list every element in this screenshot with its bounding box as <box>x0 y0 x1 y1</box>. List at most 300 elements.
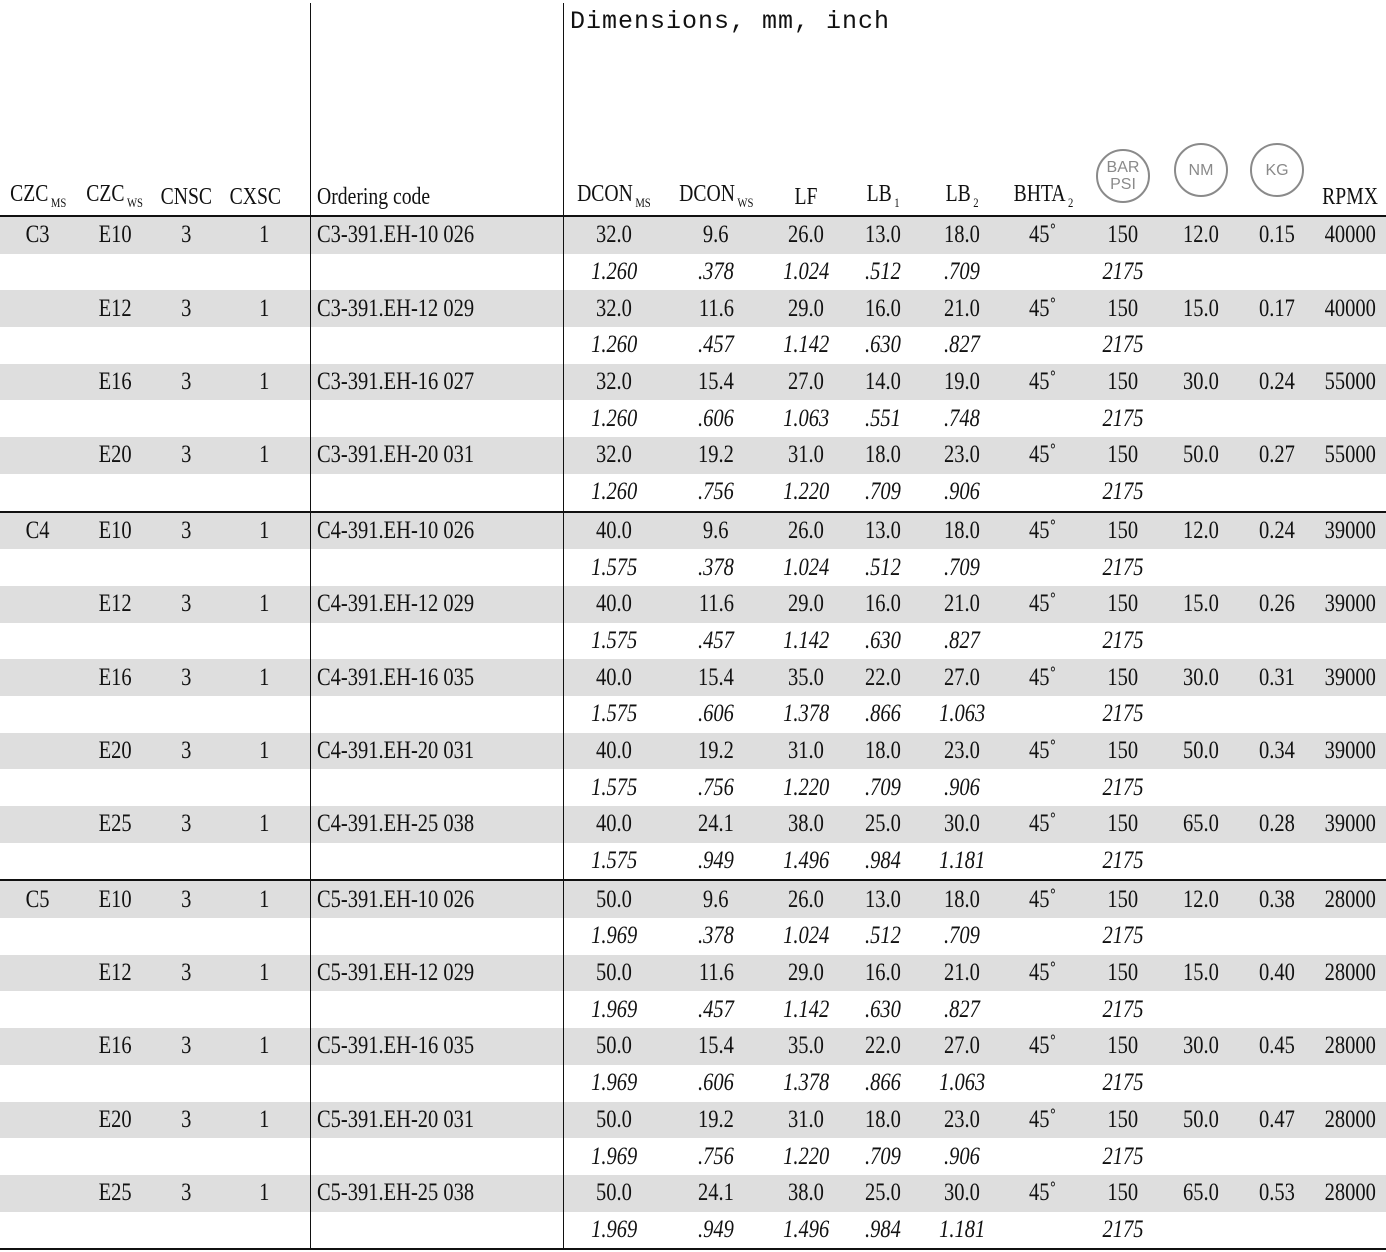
cell-empty <box>1162 474 1240 512</box>
cell-nm: 30.0 <box>1162 364 1240 401</box>
cell-psi: 2175 <box>1102 847 1144 875</box>
cell-psi: 2175 <box>1102 1142 1144 1170</box>
cell-dcon-ms: 32.0 <box>563 437 664 474</box>
table-row-inch <box>0 1065 1386 1102</box>
cell-dcon-ws-inch: .756 <box>698 773 734 801</box>
cell-nm: 65.0 <box>1162 1175 1240 1212</box>
cell-empty <box>310 549 563 586</box>
cell-dcon-ws: 24.1 <box>664 1175 768 1212</box>
cell-empty <box>154 918 218 955</box>
cell-empty <box>1314 400 1386 437</box>
cell-cxsc: 1 <box>218 880 310 918</box>
cell-czc-ms <box>0 659 76 696</box>
cell-lb1: 16.0 <box>844 955 922 992</box>
table-row-inch <box>0 474 1386 512</box>
cell-empty <box>154 843 218 881</box>
cell-lb2: 18.0 <box>922 216 1002 254</box>
cell-empty <box>154 1065 218 1102</box>
cell-empty <box>1314 1138 1386 1175</box>
cell-cxsc: 1 <box>218 586 310 623</box>
cell-lf-inch: 1.220 <box>782 1142 830 1170</box>
cell-kg: 0.15 <box>1240 216 1314 254</box>
cell-empty <box>1002 769 1084 806</box>
cell-empty <box>310 327 563 364</box>
cell-lb1: 13.0 <box>844 512 922 550</box>
cell-dcon-ws: 9.6 <box>664 512 768 550</box>
table-row <box>0 1028 1386 1065</box>
cell-ordering-code: C4-391.EH-25 038 <box>310 806 563 843</box>
cell-lf-inch: 1.220 <box>782 773 830 801</box>
cell-empty <box>1002 843 1084 881</box>
cell-empty <box>154 1138 218 1175</box>
cell-czc-ws: E12 <box>76 290 154 327</box>
cell-rpm: 39000 <box>1314 659 1386 696</box>
cell-empty <box>1162 1212 1240 1250</box>
table-row <box>0 806 1386 843</box>
table-row-inch <box>0 254 1386 291</box>
cell-empty <box>310 474 563 512</box>
cell-dcon-ws-inch: .457 <box>698 995 734 1023</box>
cell-czc-ws: E12 <box>76 955 154 992</box>
cell-dcon-ms: 50.0 <box>563 1102 664 1139</box>
cell-empty <box>1240 254 1314 291</box>
cell-czc-ws: E16 <box>76 364 154 401</box>
cell-empty <box>1162 991 1240 1028</box>
cell-empty <box>76 623 154 660</box>
cell-bhta: 45˚ <box>1002 290 1084 327</box>
cell-ordering-code: C3-391.EH-10 026 <box>310 216 563 254</box>
cell-czc-ms <box>0 290 76 327</box>
cell-empty <box>0 769 76 806</box>
cell-empty <box>154 769 218 806</box>
cell-cxsc: 1 <box>218 733 310 770</box>
cell-nm: 15.0 <box>1162 955 1240 992</box>
col-lf: LF <box>768 3 844 216</box>
cell-lb1-inch: .630 <box>865 626 901 654</box>
cell-dcon-ws-inch: .378 <box>698 922 734 950</box>
cell-dcon-ms: 40.0 <box>563 512 664 550</box>
col-rpmx: RPMX <box>1314 3 1386 216</box>
cell-empty <box>0 1138 76 1175</box>
table-row <box>0 512 1386 550</box>
cell-kg: 0.40 <box>1240 955 1314 992</box>
cell-lb1: 25.0 <box>844 1175 922 1212</box>
cell-lf: 29.0 <box>768 955 844 992</box>
cell-empty <box>154 254 218 291</box>
cell-empty <box>1314 623 1386 660</box>
cell-lf: 26.0 <box>768 512 844 550</box>
cell-dcon-ms: 32.0 <box>563 290 664 327</box>
cell-empty <box>218 1065 310 1102</box>
cell-lb1: 16.0 <box>844 290 922 327</box>
cell-dcon-ws-inch: .606 <box>698 700 734 728</box>
cell-empty <box>1002 254 1084 291</box>
cell-lf-inch: 1.024 <box>782 922 830 950</box>
cell-empty <box>76 254 154 291</box>
cell-empty <box>1314 918 1386 955</box>
col-dcon-ws: DCON $_{WS}$ <box>664 3 768 216</box>
cell-dcon-ws-inch: .378 <box>698 553 734 581</box>
cell-ordering-code: C5-391.EH-25 038 <box>310 1175 563 1212</box>
cell-dcon-ms-inch: 1.969 <box>563 991 664 1028</box>
cell-empty <box>1314 549 1386 586</box>
cell-bar: 150 <box>1084 512 1162 550</box>
cell-lb1: 18.0 <box>844 1102 922 1139</box>
cell-lb1-inch: .709 <box>865 773 901 801</box>
cell-empty <box>1002 327 1084 364</box>
table-row <box>0 290 1386 327</box>
cell-empty <box>310 769 563 806</box>
table-row <box>0 1102 1386 1139</box>
cell-lb2: 27.0 <box>922 659 1002 696</box>
cell-dcon-ws: 11.6 <box>664 290 768 327</box>
cell-rpm: 39000 <box>1314 733 1386 770</box>
col-czc-ws: CZC $_{WS}$ <box>76 3 154 216</box>
cell-lb1-inch: .709 <box>865 1142 901 1170</box>
cell-empty <box>218 918 310 955</box>
cell-dcon-ms-inch: 1.260 <box>563 474 664 512</box>
cell-empty <box>1314 327 1386 364</box>
cell-empty <box>0 1212 76 1250</box>
cell-empty <box>218 400 310 437</box>
cell-dcon-ws: 19.2 <box>664 437 768 474</box>
cell-dcon-ms: 50.0 <box>563 1175 664 1212</box>
cell-lf: 27.0 <box>768 364 844 401</box>
cell-kg: 0.24 <box>1240 512 1314 550</box>
cell-ordering-code: C4-391.EH-10 026 <box>310 512 563 550</box>
cell-dcon-ms-inch: 1.575 <box>563 769 664 806</box>
table-row-inch <box>0 623 1386 660</box>
cell-empty <box>218 327 310 364</box>
cell-empty <box>1002 474 1084 512</box>
cell-bhta: 45˚ <box>1002 437 1084 474</box>
cell-bar: 150 <box>1084 1028 1162 1065</box>
cell-empty <box>154 474 218 512</box>
cell-lb2: 21.0 <box>922 586 1002 623</box>
cell-lb2: 19.0 <box>922 364 1002 401</box>
cell-empty <box>154 549 218 586</box>
cell-czc-ms <box>0 1175 76 1212</box>
cell-cxsc: 1 <box>218 955 310 992</box>
cell-dcon-ms-inch: 1.260 <box>563 327 664 364</box>
cell-dcon-ws: 15.4 <box>664 364 768 401</box>
table-row-inch <box>0 1138 1386 1175</box>
cell-empty <box>310 1065 563 1102</box>
cell-empty <box>1240 549 1314 586</box>
cell-bhta: 45˚ <box>1002 586 1084 623</box>
cell-czc-ms <box>0 437 76 474</box>
cell-empty <box>0 327 76 364</box>
cell-bar: 150 <box>1084 733 1162 770</box>
cell-empty <box>1002 991 1084 1028</box>
cell-empty <box>76 1065 154 1102</box>
cell-nm: 15.0 <box>1162 290 1240 327</box>
cell-nm: 15.0 <box>1162 586 1240 623</box>
cell-bhta: 45˚ <box>1002 659 1084 696</box>
cell-cnsc: 3 <box>154 1028 218 1065</box>
cell-cnsc: 3 <box>154 216 218 254</box>
cell-lf-inch: 1.063 <box>782 404 830 432</box>
cell-dcon-ms: 50.0 <box>563 880 664 918</box>
cell-lf: 29.0 <box>768 290 844 327</box>
cell-empty <box>1002 1212 1084 1250</box>
table-row <box>0 659 1386 696</box>
cell-lb1-inch: .866 <box>865 1069 901 1097</box>
cell-czc-ws: E25 <box>76 806 154 843</box>
cell-kg: 0.31 <box>1240 659 1314 696</box>
cell-lf-inch: 1.378 <box>782 700 830 728</box>
cell-empty <box>1314 254 1386 291</box>
cell-bar: 150 <box>1084 955 1162 992</box>
cell-psi: 2175 <box>1102 700 1144 728</box>
cell-lf: 26.0 <box>768 880 844 918</box>
cell-empty <box>1002 1138 1084 1175</box>
cell-empty <box>1314 991 1386 1028</box>
cell-czc-ms <box>0 733 76 770</box>
cell-empty <box>1240 1212 1314 1250</box>
cell-dcon-ms: 50.0 <box>563 1028 664 1065</box>
cell-czc-ws: E20 <box>76 733 154 770</box>
cell-lb1-inch: .984 <box>844 1212 922 1250</box>
cell-dcon-ms-inch: 1.260 <box>563 400 664 437</box>
cell-cxsc: 1 <box>218 216 310 254</box>
table-row-inch <box>0 327 1386 364</box>
cell-empty <box>1314 1212 1386 1250</box>
table-row <box>0 733 1386 770</box>
cell-empty <box>1240 769 1314 806</box>
cell-lb2: 30.0 <box>922 1175 1002 1212</box>
cell-empty <box>218 991 310 1028</box>
cell-empty <box>1162 623 1240 660</box>
cell-psi: 2175 <box>1102 773 1144 801</box>
cell-empty <box>218 1138 310 1175</box>
cell-empty <box>76 769 154 806</box>
cell-ordering-code: C4-391.EH-12 029 <box>310 586 563 623</box>
cell-cnsc: 3 <box>154 512 218 550</box>
cell-psi: 2175 <box>1102 995 1144 1023</box>
cell-empty <box>154 400 218 437</box>
cell-lb1-inch: .512 <box>865 258 901 286</box>
cell-dcon-ms: 32.0 <box>563 364 664 401</box>
cell-empty <box>0 991 76 1028</box>
cell-empty <box>218 549 310 586</box>
cell-czc-ms <box>0 955 76 992</box>
cell-ordering-code: C3-391.EH-16 027 <box>310 364 563 401</box>
cell-bar: 150 <box>1084 290 1162 327</box>
cell-cxsc: 1 <box>218 437 310 474</box>
cell-rpm: 28000 <box>1314 880 1386 918</box>
cell-empty <box>310 1212 563 1250</box>
cell-empty <box>0 254 76 291</box>
cell-psi: 2175 <box>1102 922 1144 950</box>
cell-nm: 12.0 <box>1162 216 1240 254</box>
cell-kg: 0.38 <box>1240 880 1314 918</box>
cell-cnsc: 3 <box>154 1175 218 1212</box>
cell-lb1: 13.0 <box>844 880 922 918</box>
cell-ordering-code: C3-391.EH-20 031 <box>310 437 563 474</box>
cell-dcon-ms-inch: 1.260 <box>563 254 664 291</box>
cell-rpm: 55000 <box>1314 364 1386 401</box>
cell-psi: 2175 <box>1102 478 1144 506</box>
cell-bar: 150 <box>1084 216 1162 254</box>
cell-lf: 38.0 <box>768 1175 844 1212</box>
cell-rpm: 39000 <box>1314 512 1386 550</box>
cell-dcon-ws-inch: .949 <box>664 1212 768 1250</box>
cell-bhta: 45˚ <box>1002 1028 1084 1065</box>
cell-czc-ms: C3 <box>0 216 76 254</box>
cell-czc-ms: C4 <box>0 512 76 550</box>
cell-dcon-ws: 19.2 <box>664 1102 768 1139</box>
cell-dcon-ws: 9.6 <box>664 216 768 254</box>
cell-dcon-ms: 40.0 <box>563 586 664 623</box>
cell-dcon-ws: 11.6 <box>664 955 768 992</box>
cell-cnsc: 3 <box>154 659 218 696</box>
cell-psi: 2175 <box>1084 1212 1162 1250</box>
cell-empty <box>310 991 563 1028</box>
cell-bar: 150 <box>1084 1175 1162 1212</box>
cell-empty <box>218 254 310 291</box>
table-row <box>0 880 1386 918</box>
cell-lf-inch: 1.142 <box>782 626 830 654</box>
cell-lb1: 16.0 <box>844 586 922 623</box>
cell-rpm: 28000 <box>1314 1175 1386 1212</box>
cell-lb1-inch: .512 <box>865 922 901 950</box>
cell-lb2-inch: .827 <box>944 331 980 359</box>
cell-empty <box>76 474 154 512</box>
cell-psi: 2175 <box>1102 331 1144 359</box>
cell-czc-ws: E20 <box>76 437 154 474</box>
cell-empty <box>1162 1065 1240 1102</box>
cell-empty <box>154 623 218 660</box>
table-row <box>0 586 1386 623</box>
cell-czc-ms <box>0 1028 76 1065</box>
cell-kg: 0.34 <box>1240 733 1314 770</box>
cell-lb2: 27.0 <box>922 1028 1002 1065</box>
cell-lf-inch: 1.024 <box>782 553 830 581</box>
cell-nm: 30.0 <box>1162 659 1240 696</box>
table-row <box>0 364 1386 401</box>
spec-table <box>0 3 1386 1250</box>
cell-empty <box>1314 1065 1386 1102</box>
cell-dcon-ws-inch: .756 <box>698 478 734 506</box>
cell-ordering-code: C5-391.EH-12 029 <box>310 955 563 992</box>
cell-dcon-ws: 15.4 <box>664 1028 768 1065</box>
cell-dcon-ms-inch: 1.575 <box>563 843 664 881</box>
cell-lf-inch: 1.496 <box>782 847 830 875</box>
cell-empty <box>218 474 310 512</box>
cell-empty <box>1162 400 1240 437</box>
cell-bar: 150 <box>1084 437 1162 474</box>
col-torque <box>1162 3 1240 216</box>
table-row-inch <box>0 549 1386 586</box>
cell-dcon-ms: 32.0 <box>563 216 664 254</box>
table-row-inch <box>0 769 1386 806</box>
cell-kg: 0.24 <box>1240 364 1314 401</box>
cell-empty <box>218 769 310 806</box>
cell-empty <box>76 549 154 586</box>
cell-czc-ms <box>0 364 76 401</box>
cell-dcon-ms-inch: 1.969 <box>563 1138 664 1175</box>
cell-bhta: 45˚ <box>1002 880 1084 918</box>
cell-empty <box>1314 696 1386 733</box>
spec-table-body <box>0 216 1386 1249</box>
cell-empty <box>1162 696 1240 733</box>
cell-bhta: 45˚ <box>1002 364 1084 401</box>
cell-czc-ws: E20 <box>76 1102 154 1139</box>
cell-empty <box>0 918 76 955</box>
cell-lb1-inch: .630 <box>865 995 901 1023</box>
cell-empty <box>310 1138 563 1175</box>
cell-empty <box>1314 474 1386 512</box>
cell-cxsc: 1 <box>218 1028 310 1065</box>
cell-lb1: 22.0 <box>844 659 922 696</box>
cell-dcon-ms-inch: 1.969 <box>563 1212 664 1250</box>
cell-psi: 2175 <box>1102 626 1144 654</box>
cell-lb1-inch: .512 <box>865 553 901 581</box>
cell-empty <box>154 696 218 733</box>
cell-cnsc: 3 <box>154 880 218 918</box>
cell-dcon-ms: 40.0 <box>563 733 664 770</box>
cell-ordering-code: C5-391.EH-20 031 <box>310 1102 563 1139</box>
cell-psi: 2175 <box>1102 258 1144 286</box>
cell-empty <box>76 696 154 733</box>
cell-dcon-ws-inch: .457 <box>698 331 734 359</box>
spec-table-container <box>0 3 1386 1250</box>
cell-lf-inch: 1.378 <box>782 1069 830 1097</box>
cell-empty <box>76 327 154 364</box>
cell-czc-ws: E12 <box>76 586 154 623</box>
cell-dcon-ws: 15.4 <box>664 659 768 696</box>
cell-lb1-inch: .984 <box>865 847 901 875</box>
cell-lb1: 14.0 <box>844 364 922 401</box>
cell-czc-ms <box>0 586 76 623</box>
cell-lb1-inch: .709 <box>865 478 901 506</box>
cell-empty <box>1002 696 1084 733</box>
cell-empty <box>1162 843 1240 881</box>
cell-empty <box>0 843 76 881</box>
cell-dcon-ws: 9.6 <box>664 880 768 918</box>
cell-cnsc: 3 <box>154 955 218 992</box>
cell-cnsc: 3 <box>154 364 218 401</box>
cell-rpm: 55000 <box>1314 437 1386 474</box>
cell-lb2-inch: 1.181 <box>938 847 986 875</box>
cell-cnsc: 3 <box>154 733 218 770</box>
table-row-inch <box>0 843 1386 881</box>
cell-dcon-ws-inch: .949 <box>698 847 734 875</box>
cell-lb2-inch: 1.181 <box>922 1212 1002 1250</box>
cell-empty <box>1240 696 1314 733</box>
cell-empty <box>218 696 310 733</box>
cell-dcon-ws-inch: .756 <box>698 1142 734 1170</box>
cell-lb1: 22.0 <box>844 1028 922 1065</box>
cell-ordering-code: C5-391.EH-16 035 <box>310 1028 563 1065</box>
cell-empty <box>1240 991 1314 1028</box>
cell-czc-ms <box>0 806 76 843</box>
cell-lf-inch: 1.220 <box>782 478 830 506</box>
cell-lb1-inch: .866 <box>865 700 901 728</box>
col-lb1: LB $_1$ <box>844 3 922 216</box>
cell-bhta: 45˚ <box>1002 1102 1084 1139</box>
cell-rpm: 40000 <box>1314 290 1386 327</box>
cell-rpm: 28000 <box>1314 1102 1386 1139</box>
cell-empty <box>1240 327 1314 364</box>
cell-empty <box>76 843 154 881</box>
cell-empty <box>76 400 154 437</box>
cell-cxsc: 1 <box>218 364 310 401</box>
cell-bhta: 45˚ <box>1002 1175 1084 1212</box>
cell-empty <box>0 696 76 733</box>
cell-rpm: 40000 <box>1314 216 1386 254</box>
